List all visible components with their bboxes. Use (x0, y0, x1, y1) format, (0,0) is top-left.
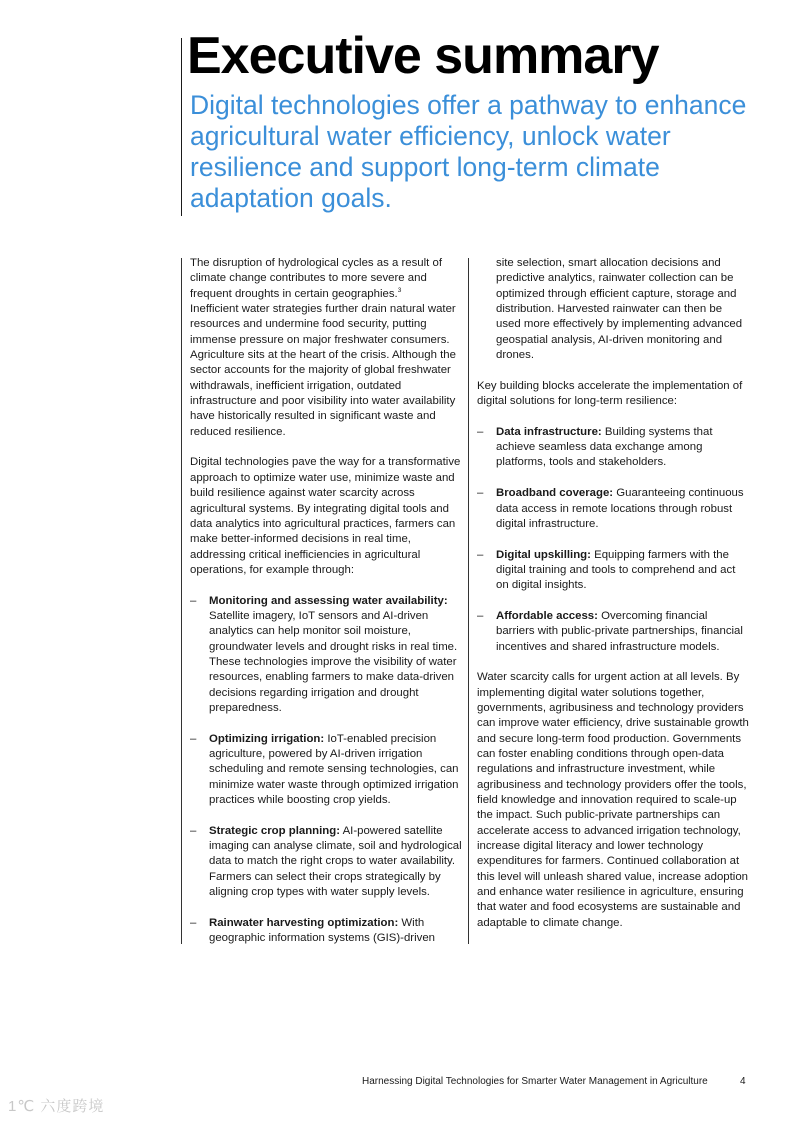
list-item-text: Guaranteeing continuous data access in remote locations through robust digital infrastructure. (496, 487, 744, 530)
right-column (477, 256, 749, 946)
list-item-text: AI-powered satellite imaging can analyse climate, soil and hydrological data to match the right crops to water availability. Farmers can select their crops strategically by aligning crop types with water supply levels. (209, 824, 462, 899)
page-title: Executive summary (187, 27, 659, 85)
dash-marker: – (190, 594, 197, 607)
continued-list-text: site selection, smart allocation decisions and predictive analytics, rainwater collection can be optimized through efficient capture, storage and distribution. Harvested rainwater can then be used more effectively by implementing advanced geospatial analysis, AI-driven monitoring and drones. (496, 257, 743, 362)
left-paragraph-1 (190, 256, 462, 440)
left-column (190, 256, 462, 962)
list-item-heading: Digital upskilling: (496, 548, 591, 561)
list-item-heading: Strategic crop planning: (209, 824, 341, 837)
left-paragraph-1-text: The disruption of hydrological cycles as a result of climate change contributes to more severe and frequent droughts in certain geographies. (190, 257, 442, 300)
left-paragraph-1-rest: Inefficient water strategies further drain natural water resources and undermine food security, putting immense pressure on major freshwater consumers. Agriculture sits at the heart of the crisis. Although the sector accounts for the majority of global freshwater withdrawals, inefficient irrigation, outdated infrastructure and poor visibility into water availability have historically resulted in significant waste and reduced resilience. (190, 303, 456, 438)
left-paragraph-2: Digital technologies pave the way for a transformative approach to optimize water use, minimize waste and build resilience against water scarcity across agricultural systems. By integrating digital tools and data analytics into agricultural practices, farmers can make better-informed decisions in real time, addressing critical inefficiencies in agricultural operations, for example through: (190, 456, 461, 576)
list-item (477, 548, 749, 594)
right-paragraph-2: Water scarcity calls for urgent action at all levels. By implementing digital water solutions together, governments, agribusiness and technology providers can improve water efficiency, drive sustainable growth and secure long-term food production. Governments can foster enabling conditions through open-data regulations and infrastructure investment, while agribusiness and technology providers offer the tools, field knowledge and innovation required to scale-up the impact. Such public-private partnerships can accelerate access to advanced irrigation technology, increase digital literacy and lower technology expenditures for farmers. Continued collaboration at this level will unleash shared value, increase adoption and enhance water resilience in agriculture, ensuring that water and food ecosystems are sustainable and adaptable to climate change. (477, 671, 749, 929)
list-item-text: IoT-enabled precision agriculture, powered by AI-driven irrigation scheduling and remote sensing technologies, can minimize water waste through optimized irrigation practices while boosting crop yields. (209, 732, 459, 807)
dash-marker: – (477, 548, 484, 561)
list-item-heading: Rainwater harvesting optimization: (209, 916, 399, 929)
list-item-text: Satellite imagery, IoT sensors and AI-driven analytics can help monitor soil moisture, groundwater levels and drought risks in real time. These technologies improve the visibility of water resources, enabling farmers to make data-driven decisions regarding irrigation and drought preparedness. (209, 609, 458, 714)
list-item-heading: Optimizing irrigation: (209, 732, 325, 745)
left-column-rule (181, 258, 182, 944)
list-item (477, 486, 749, 532)
list-item-heading: Data infrastructure: (496, 425, 602, 438)
page-number: 4 (740, 1076, 746, 1087)
dash-marker: – (477, 609, 484, 622)
title-rule (181, 38, 182, 216)
list-item (477, 609, 749, 655)
list-item-text: Equipping farmers with the digital training and tools to comprehend and act on digital insights. (496, 548, 736, 592)
dash-marker: – (190, 916, 197, 929)
list-item (190, 916, 462, 947)
left-bullet-list (190, 594, 462, 947)
list-item-text: Building systems that achieve seamless data exchange among platforms, tools and stakeholders. (496, 425, 713, 469)
list-item (190, 824, 462, 901)
dash-marker: – (190, 732, 197, 745)
dash-marker: – (190, 824, 197, 837)
list-item-heading: Broadband coverage: (496, 487, 614, 500)
right-paragraph-1: Key building blocks accelerate the implementation of digital solutions for long-term resilience: (477, 379, 743, 408)
list-item-text: Overcoming financial barriers with public-private partnerships, financial incentives and shared infrastructure models. (496, 609, 743, 653)
list-item (477, 425, 749, 471)
list-item (190, 594, 462, 717)
page-subtitle: Digital technologies offer a pathway to enhance agricultural water efficiency, unlock water resilience and support long-term climate adaptation goals. (190, 90, 747, 213)
list-item-heading: Affordable access: (496, 609, 598, 622)
footnote-marker: 3 (397, 286, 402, 294)
dash-marker: – (477, 425, 484, 438)
list-item (190, 732, 462, 809)
list-item-text: With geographic information systems (GIS)-driven (209, 916, 435, 945)
watermark-logo: 1℃ 六度跨境 (8, 1098, 105, 1115)
list-item-heading: Monitoring and assessing water availability: (209, 594, 448, 607)
footer-title: Harnessing Digital Technologies for Smarter Water Management in Agriculture (362, 1076, 708, 1087)
middle-column-rule (468, 258, 469, 944)
right-bullet-list (477, 425, 749, 655)
dash-marker: – (477, 487, 484, 500)
